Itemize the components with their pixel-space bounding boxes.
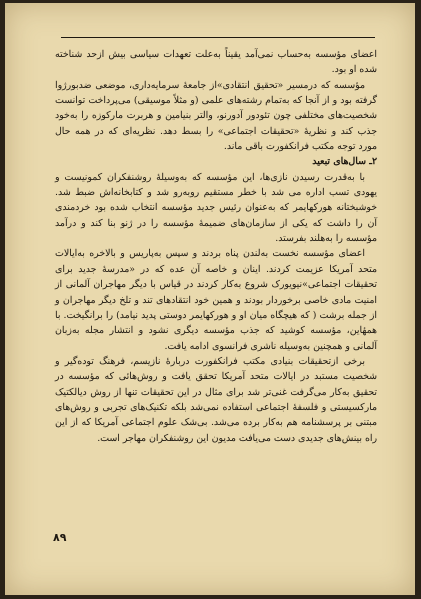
paragraph-3: با به‌قدرت رسیدن نازی‌ها، این مؤسسه که به‌وسیلهٔ روشنفکران کمونیست و یهودی تسب اداره می شد با خطر مستقیم روبه‌رو شد و کتابخانه‌اش ضبط شد. خوشبختانه هورکهایمر که به‌عنوان رئیس جدید مؤسسه انتخاب شده بود خردمندی آن را داشت که یکی از سازمان‌های ضمیمهٔ مؤسسه را در ژنو بنا کند و درآمد مؤسسه را به‌هلند بفرستد. (55, 171, 377, 245)
top-rule (61, 37, 375, 38)
page-number: ۸۹ (53, 531, 67, 544)
paragraph-2: مؤسسه که درمسیر «تحقیق انتقادی»از جامعهٔ سرمایه‌داری، موضعی ضدبورژوا گرفته بود و از آنجا که به‌تمام رشته‌های علمی (و مثلاً موسیقی) می‌پرداخت توانست شخصیت‌های مختلفی چون تئودور آدورنو، والتر بنیامین و هربرت مارکوزه را به‌خود جذب کند و نظریهٔ «تحقیقات اجتماعی» را بسط دهد. نظریه‌ای که در همه حال مورد توجه مکتب فرانکفورت باقی ماند. (55, 79, 377, 153)
paragraph-1: اعضای مؤسسه به‌حساب نمی‌آمد یقیناً به‌علت تعهدات سیاسی بیش ازحد شناخته شده او بود. (55, 49, 377, 76)
paragraph-5: برخی ازتحقیقات بنیادی مکتب فرانکفورت دربارهٔ نازیسم، فرهنگ توده‌گیر و شخصیت مستبد در ایالات متحد آمریکا تحقق یافت و روش‌هائی که مؤسسه در تحقیق به‌کار می‌گرفت غنی‌تر شد برای مثال در این تحقیقات تنها از روش دیالکتیک مارکسیستی و فلسفهٔ اجتماعی استفاده نمی‌شد بلکه تکنیک‌های تجربی و روش‌های مبتنی بر پرسشنامه هم به‌کار برده می‌شد. بی‌شک علوم اجتماعی آمریکا که از این راه بینش‌های جدیدی دست می‌یافت مدیون این روشنفکران مهاجر است. (55, 355, 377, 444)
paragraph-4: اعضای مؤسسه نخست به‌لندن پناه بردند و سپس به‌پاریس و بالاخره به‌ایالات متحد آمریکا عزیمت کردند. اینان و خاصه آن عده که در «مدرسهٔ جدید برای تحقیقات اجتماعی»نیویورک شروع به‌کار کردند در قیاس با دیگر مهاجران آلمانی از امنیت مادی خاصی برخوردار بودند و همین خود انتقادهای تند و تلخ دیگر مهاجران و از جمله برشت ( که هیچگاه میان او و هورکهایمر دوستی پدید نیامد) را برانگیخت. با همهٔاین، مؤسسه کوشید که جذب مؤسسه دیگری نشود و انتشار مجله به‌زبان آلمانی و همچنین به‌وسیله ناشری فرانسوی ادامه یافت. (55, 248, 377, 352)
book-page (5, 3, 415, 595)
section-heading: ۲ـ سال‌های تبعید (312, 156, 377, 168)
body-text (55, 47, 377, 446)
